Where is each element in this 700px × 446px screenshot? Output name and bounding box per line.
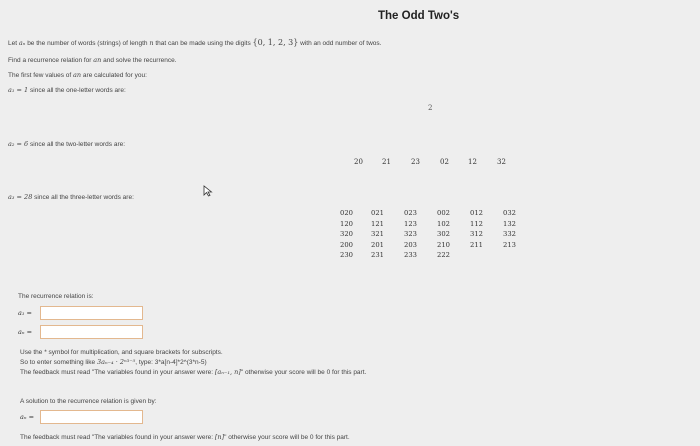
word: 12 <box>468 158 477 166</box>
solution-feedback: The feedback must read "The variables found in your answer were: [n]" otherwise your score will be 0 for this part. <box>20 433 350 441</box>
word: 222 <box>437 251 450 259</box>
an-label: aₙ = <box>18 328 33 336</box>
an-solution-input[interactable] <box>40 410 143 424</box>
word: 20 <box>354 158 363 166</box>
word: 02 <box>440 158 449 166</box>
grid-column <box>470 208 483 250</box>
word: 200 <box>340 240 353 249</box>
grid-column <box>404 208 417 261</box>
word: 021 <box>371 209 384 217</box>
three-letter-label: a₃ = 28 since all the three-letter words are: <box>8 193 134 201</box>
two-letter-label: a₂ = 6 since all the two-letter words are: <box>8 140 126 148</box>
word: 23 <box>411 158 420 166</box>
word: 032 <box>503 209 516 217</box>
word: 302 <box>437 230 450 238</box>
intro-line-2: Find a recurrence relation for an and solve the recurrence. <box>8 56 177 64</box>
word: 320 <box>340 230 353 238</box>
one-letter-word: 2 <box>428 104 433 112</box>
word: 323 <box>404 230 417 238</box>
word: 213 <box>503 240 516 249</box>
word: 023 <box>404 209 417 217</box>
grid-column <box>437 208 450 261</box>
word: 233 <box>404 251 417 259</box>
a1-input[interactable] <box>40 306 143 320</box>
page-title: The Odd Two's <box>378 10 460 22</box>
word: 123 <box>404 219 417 228</box>
word: 332 <box>503 230 516 238</box>
word: 121 <box>371 219 384 228</box>
word: 230 <box>340 251 353 259</box>
recurrence-heading: The recurrence relation is: <box>18 293 94 300</box>
an-recurrence-input[interactable] <box>40 325 143 339</box>
solution-heading: A solution to the recurrence relation is given by: <box>20 398 157 405</box>
word: 21 <box>382 158 391 166</box>
grid-column <box>340 208 353 261</box>
a1-label: a₁ = <box>18 309 32 317</box>
word: 012 <box>470 209 483 217</box>
word: 201 <box>371 240 384 249</box>
solution-an-label: aₙ = <box>20 413 35 421</box>
word: 203 <box>404 240 417 249</box>
word: 020 <box>340 209 353 217</box>
digit-set: {0, 1, 2, 3} <box>252 38 299 47</box>
word: 132 <box>503 219 516 228</box>
intro-line-4: a₁ = 1 since all the one-letter words are: <box>8 86 126 94</box>
grid-column <box>371 208 384 261</box>
word: 211 <box>470 240 483 249</box>
mouse-cursor-icon <box>203 185 213 199</box>
word: 112 <box>470 219 483 228</box>
word: 120 <box>340 219 353 228</box>
three-letter-words-grid <box>0 208 700 268</box>
word: 312 <box>470 230 483 238</box>
instruction-1: Use the * symbol for multiplication, and square brackets for subscripts. <box>20 349 223 356</box>
grid-column <box>503 208 516 250</box>
intro-line-1: Let aₙ be the number of words (strings) of length n that can be made using the digits {0, 1, 2, 3} with an odd number of twos. <box>8 38 382 47</box>
intro-line-3: The first few values of an are calculated for you: <box>8 71 147 79</box>
word: 210 <box>437 240 450 249</box>
word: 102 <box>437 219 450 228</box>
word: 231 <box>371 251 384 259</box>
word: 321 <box>371 230 384 238</box>
word: 002 <box>437 209 450 217</box>
instruction-2: So to enter something like 3aₙ₋₄ · 2ⁿ³⁻⁵, type: 3*a[n-4]*2^(3*n-5) <box>20 358 207 366</box>
word: 32 <box>497 158 506 166</box>
instruction-3: The feedback must read "The variables found in your answer were: [aₙ₋₁, n]" otherwise your score will be 0 for this part. <box>20 368 367 376</box>
